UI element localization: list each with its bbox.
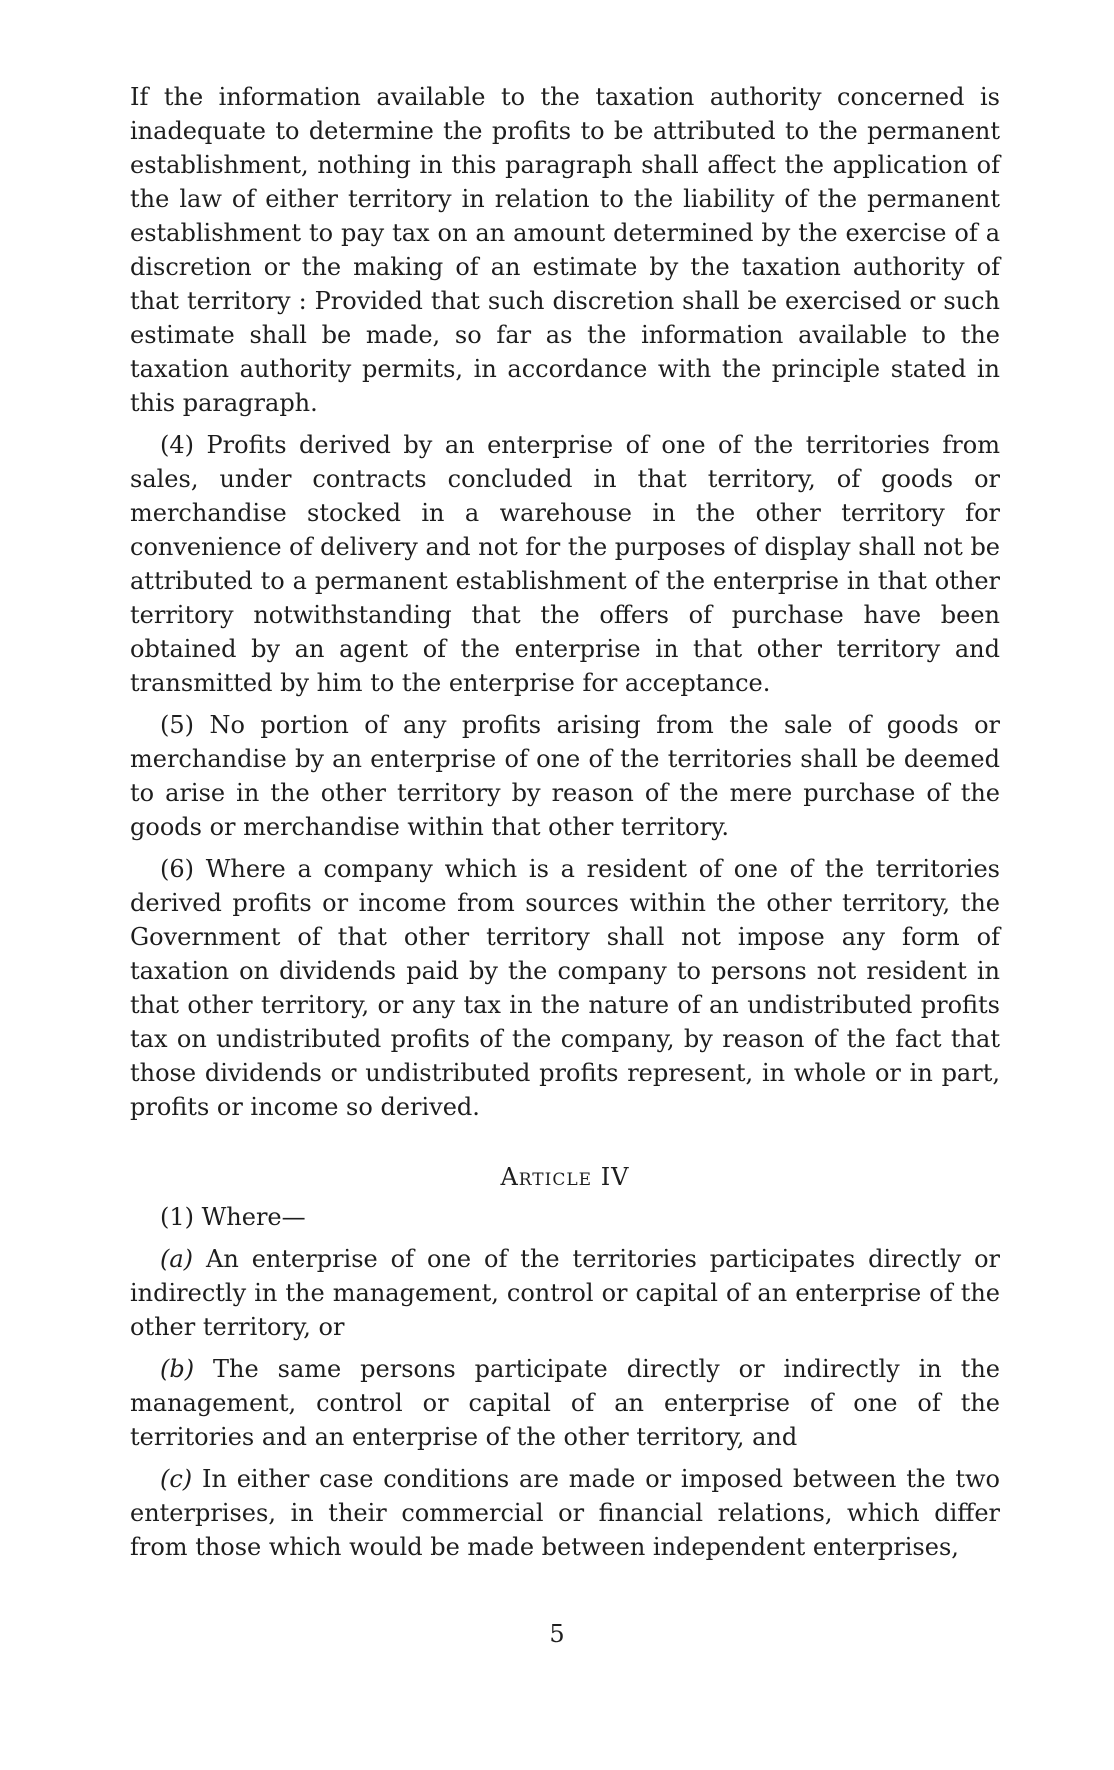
paragraph-3-continuation: If the information available to the taxation authority concerned is inadequate to determine the profits to be attributed to the permanent establishment, nothing in this paragraph shall affect the application of the law of either territory in relation to the liability of the permanent establishment to pay tax on an amount determined by the exercise of a discretion or the making of an estimate by the taxation authority of that territory : Provided that such discretion shall be exercised or such estimate shall be made, so far as the information available to the taxation authority permits, in accordance with the principle stated in this paragraph. [130, 83, 1000, 417]
paragraph-6: (6) Where a company which is a resident of one of the territories derived profits or income from sources within the other territory, the Government of that other territory shall not impose any form of taxation on dividends paid by the company to persons not resident in that other territory, or any tax in the nature of an undistributed profits tax on undistributed profits of the company, by reason of the fact that those dividends or undistributed profits represent, in whole or in part, profits or income so derived. [130, 855, 1000, 1121]
item-label: (a) [160, 1245, 194, 1273]
article-paragraph-1-intro: (1) Where— [160, 1203, 306, 1231]
item-text: The same persons participate directly or indirectly in the management, control or capital of an enterprise of one of the territories and an enterprise of the other territory, and [130, 1355, 1000, 1451]
paragraph-5: (5) No portion of any profits arising from the sale of goods or merchandise by an enterprise of one of the territories shall be deemed to arise in the other territory by reason of the mere purchase of the goods or merchandise within that other territory. [130, 711, 1000, 841]
item-text: An enterprise of one of the territories participates directly or indirectly in the management, control or capital of an enterprise of the other territory, or [130, 1245, 1000, 1341]
paragraph-4: (4) Profits derived by an enterprise of one of the territories from sales, under contracts concluded in that territory, of goods or merchandise stocked in a warehouse in the other territory for convenience of delivery and not for the purposes of display shall not be attributed to a permanent establishment of the enterprise in that other territory notwithstanding that the offers of purchase have been obtained by an agent of the enterprise in that other territory and transmitted by him to the enterprise for acceptance. [130, 431, 1001, 697]
item-label: (b) [160, 1355, 195, 1383]
article-item-a [130, 1242, 1000, 1344]
article-item-c [130, 1462, 1000, 1564]
document-page [130, 80, 1000, 1740]
page-number: 5 [549, 1620, 565, 1648]
article-heading: Article IV [500, 1163, 630, 1191]
item-label: (c) [160, 1465, 193, 1493]
item-text: In either case conditions are made or imposed between the two enterprises, in their commercial or financial relations, which differ from those which would be made between independent enterprises, [130, 1465, 1000, 1561]
article-item-b [130, 1352, 1000, 1454]
